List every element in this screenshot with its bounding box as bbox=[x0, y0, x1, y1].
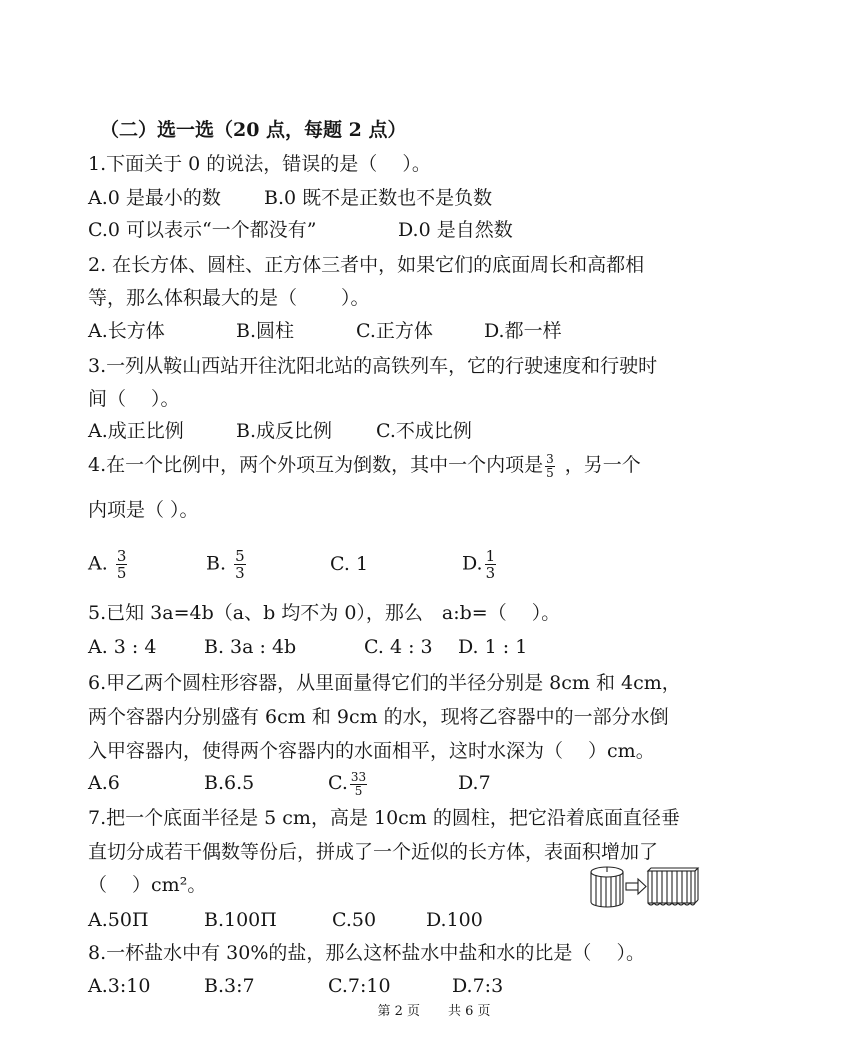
option-b: B.6.5 bbox=[204, 772, 255, 794]
question-3-text-line1: 3.一列从鞍山西站开往沈阳北站的高铁列车，它的行驶速度和行驶时 bbox=[88, 355, 658, 377]
fraction bbox=[234, 548, 246, 581]
question-4-options bbox=[88, 548, 498, 581]
option-b: B.圆柱 bbox=[236, 320, 295, 342]
question-6-text-line2: 两个容器内分别盛有 6cm 和 9cm 的水，现将乙容器中的一部分水倒 bbox=[88, 706, 669, 728]
question-8-text: 8.一杯盐水中有 30%的盐，那么这杯盐水中盐和水的比是（ ）。 bbox=[88, 942, 645, 964]
fraction-denominator: 5 bbox=[546, 465, 554, 480]
option-d: D.100 bbox=[426, 909, 483, 931]
option-c: C.50 bbox=[332, 909, 377, 931]
option-b: B.100Π bbox=[204, 909, 277, 931]
option-c: C.7:10 bbox=[328, 975, 391, 997]
option-label: A. bbox=[88, 552, 108, 575]
option-d: D. 1 : 1 bbox=[458, 636, 528, 658]
question-8-options bbox=[88, 973, 503, 999]
option-d: D.都一样 bbox=[484, 320, 562, 342]
question-2-text-line1: 2. 在长方体、圆柱、正方体三者中，如果它们的底面周长和高都相 bbox=[88, 254, 645, 276]
option-c: C.不成比例 bbox=[376, 420, 472, 442]
fraction-denominator: 5 bbox=[116, 564, 127, 582]
option-a: A.6 bbox=[88, 772, 120, 794]
question-4-text-suffix: ，另一个 bbox=[564, 454, 641, 476]
option-a: A.长方体 bbox=[88, 320, 165, 342]
fraction bbox=[350, 771, 367, 798]
option-d bbox=[462, 548, 498, 581]
fraction bbox=[545, 453, 555, 480]
question-4-text-line2: 内项是（ ）。 bbox=[88, 499, 199, 521]
option-b bbox=[206, 548, 330, 581]
fraction-denominator: 5 bbox=[354, 783, 363, 798]
option-d: D.7 bbox=[458, 772, 491, 794]
option-d: D.7:3 bbox=[452, 975, 504, 997]
question-7-text-line2: 直切分成若干偶数等份后，拼成了一个近似的长方体，表面积增加了 bbox=[88, 841, 659, 863]
fraction-denominator: 3 bbox=[485, 564, 496, 582]
question-1-options-row1 bbox=[88, 185, 492, 211]
question-6-options bbox=[88, 770, 491, 798]
option-label: D. bbox=[462, 552, 483, 575]
option-a bbox=[88, 548, 206, 581]
option-a: A.3:10 bbox=[88, 975, 151, 997]
option-d: D.0 是自然数 bbox=[398, 219, 513, 241]
fraction-numerator: 1 bbox=[485, 547, 496, 565]
option-c: C.0 可以表示“一个都没有” bbox=[88, 219, 317, 241]
question-4-text-line1 bbox=[88, 452, 641, 480]
fraction-numerator: 5 bbox=[235, 547, 245, 565]
option-c: C. 4 : 3 bbox=[364, 636, 433, 658]
question-3-text-line2: 间（ ）。 bbox=[88, 388, 180, 410]
question-1-options-row2 bbox=[88, 217, 513, 243]
question-6-text-line3: 入甲容器内，使得两个容器内的水面相平，这时水深为（ ）cm。 bbox=[88, 740, 655, 762]
fraction bbox=[116, 548, 128, 581]
question-2-text-line2: 等，那么体积最大的是（ ）。 bbox=[88, 287, 370, 309]
question-7-text-line1: 7.把一个底面半径是 5 cm，高是 10cm 的圆柱，把它沿着底面直径垂 bbox=[88, 807, 680, 829]
question-5-text: 5.已知 3a=4b（a、b 均不为 0），那么 a:b=（ ）。 bbox=[88, 602, 561, 624]
option-a: A.0 是最小的数 bbox=[88, 187, 221, 209]
fraction-denominator: 3 bbox=[235, 564, 245, 582]
question-7-options bbox=[88, 907, 483, 933]
question-5-options bbox=[88, 634, 527, 660]
question-3-options bbox=[88, 418, 472, 444]
option-b: B.成反比例 bbox=[236, 420, 333, 442]
question-4-text-prefix: 4.在一个比例中，两个外项互为倒数，其中一个内项是 bbox=[88, 454, 544, 476]
fraction-numerator: 3 bbox=[116, 547, 127, 565]
option-b: B.3:7 bbox=[204, 975, 255, 997]
option-a: A. 3 : 4 bbox=[88, 636, 157, 658]
option-c bbox=[328, 770, 458, 798]
page-number: 第 2 页 bbox=[377, 1004, 420, 1019]
option-label: C. bbox=[328, 772, 348, 794]
section-title: （二）选一选（20 点，每题 2 点） bbox=[100, 119, 407, 141]
question-2-options bbox=[88, 318, 562, 344]
question-1-text: 1.下面关于 0 的说法，错误的是（ ）。 bbox=[88, 153, 431, 175]
question-7-text-line3: （ ）cm²。 bbox=[88, 874, 207, 896]
page-footer bbox=[0, 1000, 868, 1019]
cylinder-to-cuboid-illustration bbox=[588, 864, 700, 910]
fraction-numerator: 3 bbox=[546, 451, 554, 466]
option-a: A.成正比例 bbox=[88, 420, 184, 442]
option-b: B.0 既不是正数也不是负数 bbox=[264, 187, 493, 209]
option-a: A.50Π bbox=[88, 909, 149, 931]
option-c: C.正方体 bbox=[356, 320, 433, 342]
option-label: B. bbox=[206, 552, 227, 575]
fraction bbox=[485, 548, 497, 581]
fraction-numerator: 33 bbox=[350, 769, 367, 784]
option-b: B. 3a : 4b bbox=[204, 636, 297, 658]
total-pages: 共 6 页 bbox=[448, 1004, 491, 1019]
option-c: C. 1 bbox=[330, 552, 369, 575]
question-6-text-line1: 6.甲乙两个圆柱形容器，从里面量得它们的半径分别是 8cm 和 4cm， bbox=[88, 672, 681, 694]
